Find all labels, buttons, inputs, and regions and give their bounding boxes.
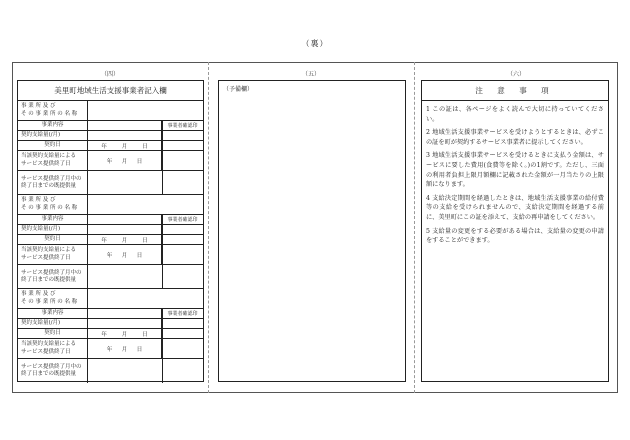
provider-name-label: 事 業 所 及 び そ の 事 業 所 の 名 称	[18, 195, 88, 214]
content-row	[18, 121, 203, 131]
note-item: 5 支給量の変更をする必要がある場合は、支給量の変更の申請をすることができます。	[426, 227, 604, 245]
content-row	[18, 309, 203, 319]
supplied-row	[18, 171, 203, 195]
confirm-seal-label: 事業者確認印	[167, 311, 198, 317]
panel-label-4: （四）	[100, 71, 119, 78]
provider-entry	[18, 195, 203, 289]
provider-name-row	[18, 101, 203, 121]
end-date-row	[18, 245, 203, 265]
note-item: 3 地域生活支援事業サービスを受けるときに支払う金額は、サービスに要した費用(食費等を除く。)の1割です。ただし、三面の利用者負担上限月額欄に記載された金額が一月当たりの上限額になります。	[426, 152, 604, 189]
notes-title: 注 意 事 項	[422, 81, 608, 101]
end-date-label: 当該契約支給量による サービス提供終了日	[18, 339, 88, 358]
panel-label-6: （六）	[506, 71, 525, 78]
confirm-column-border	[162, 121, 163, 195]
amount-label: 契約支給量(/月)	[18, 225, 88, 234]
contract-date-label: 契約日	[18, 235, 88, 244]
provider-record-panel	[17, 80, 204, 382]
provider-record-title: 美里町地域生活支援事業者記入欄	[18, 81, 203, 101]
note-item: 4 支給決定期間を経過したときは、地域生活支援事業の給付費等の支給を受けられませんので、支給決定期間を経過する前に、美里町にこの証を添えて、支給の再申請をしてください。	[426, 194, 604, 222]
supplied-row	[18, 265, 203, 289]
provider-name-label: 事 業 所 及 び そ の 事 業 所 の 名 称	[18, 289, 88, 308]
supplied-label: サービス提供終了月中の 終了日までの既提供量	[18, 171, 88, 195]
side-label: （裏）	[301, 39, 329, 48]
content-value	[88, 121, 162, 130]
supplied-label: サービス提供終了月中の 終了日までの既提供量	[18, 359, 88, 383]
contract-date-label: 契約日	[18, 329, 88, 338]
notes-list	[422, 101, 608, 246]
amount-value	[88, 131, 162, 140]
provider-name-row	[18, 289, 203, 309]
confirm-seal-label: 事業者確認印	[167, 123, 198, 129]
end-date-row	[18, 151, 203, 171]
end-date-label: 当該契約支給量による サービス提供終了日	[18, 151, 88, 170]
confirm-column-border	[162, 309, 163, 383]
content-value	[88, 215, 162, 224]
provider-entry	[18, 289, 203, 383]
contract-date-row	[18, 141, 203, 151]
amount-row	[18, 225, 203, 235]
fold-line-left	[208, 62, 209, 393]
contract-date-label: 契約日	[18, 141, 88, 150]
amount-label: 契約支給量(/月)	[18, 131, 88, 140]
content-label: 事業内容	[18, 121, 88, 130]
contract-date-value: 年 月 日	[88, 329, 162, 338]
contract-date-value: 年 月 日	[88, 235, 162, 244]
content-label: 事業内容	[18, 309, 88, 318]
content-value	[88, 309, 162, 318]
note-item: 1 この証は、各ページをよく読んで大切に持っていてください。	[426, 106, 604, 123]
content-label: 事業内容	[18, 215, 88, 224]
amount-row	[18, 131, 203, 141]
provider-name-label: 事 業 所 及 び そ の 事 業 所 の 名 称	[18, 101, 88, 120]
amount-label: 契約支給量(/月)	[18, 319, 88, 328]
end-date-value: 年 月 日	[88, 245, 162, 264]
contract-date-row	[18, 329, 203, 339]
provider-name-row	[18, 195, 203, 215]
reserve-note: （予備欄）	[223, 86, 254, 93]
amount-value	[88, 319, 162, 328]
panel-label-5: （五）	[301, 71, 320, 78]
reserve-panel	[218, 80, 406, 382]
end-date-value: 年 月 日	[88, 339, 162, 358]
note-item: 2 地域生活支援事業サービスを受けようとするときは、必ずこの証を町が契約するサービス事業者に提示してください。	[426, 129, 604, 146]
end-date-value: 年 月 日	[88, 151, 162, 170]
contract-date-row	[18, 235, 203, 245]
end-date-label: 当該契約支給量による サービス提供終了日	[18, 245, 88, 264]
amount-row	[18, 319, 203, 329]
supplied-label: サービス提供終了月中の 終了日までの既提供量	[18, 265, 88, 289]
contract-date-value: 年 月 日	[88, 141, 162, 150]
confirm-seal-label: 事業者確認印	[167, 217, 198, 223]
provider-entry	[18, 101, 203, 195]
amount-value	[88, 225, 162, 234]
notes-panel	[421, 80, 609, 382]
fold-line-right	[414, 62, 415, 393]
end-date-row	[18, 339, 203, 359]
content-row	[18, 215, 203, 225]
supplied-row	[18, 359, 203, 383]
confirm-column-border	[162, 215, 163, 289]
